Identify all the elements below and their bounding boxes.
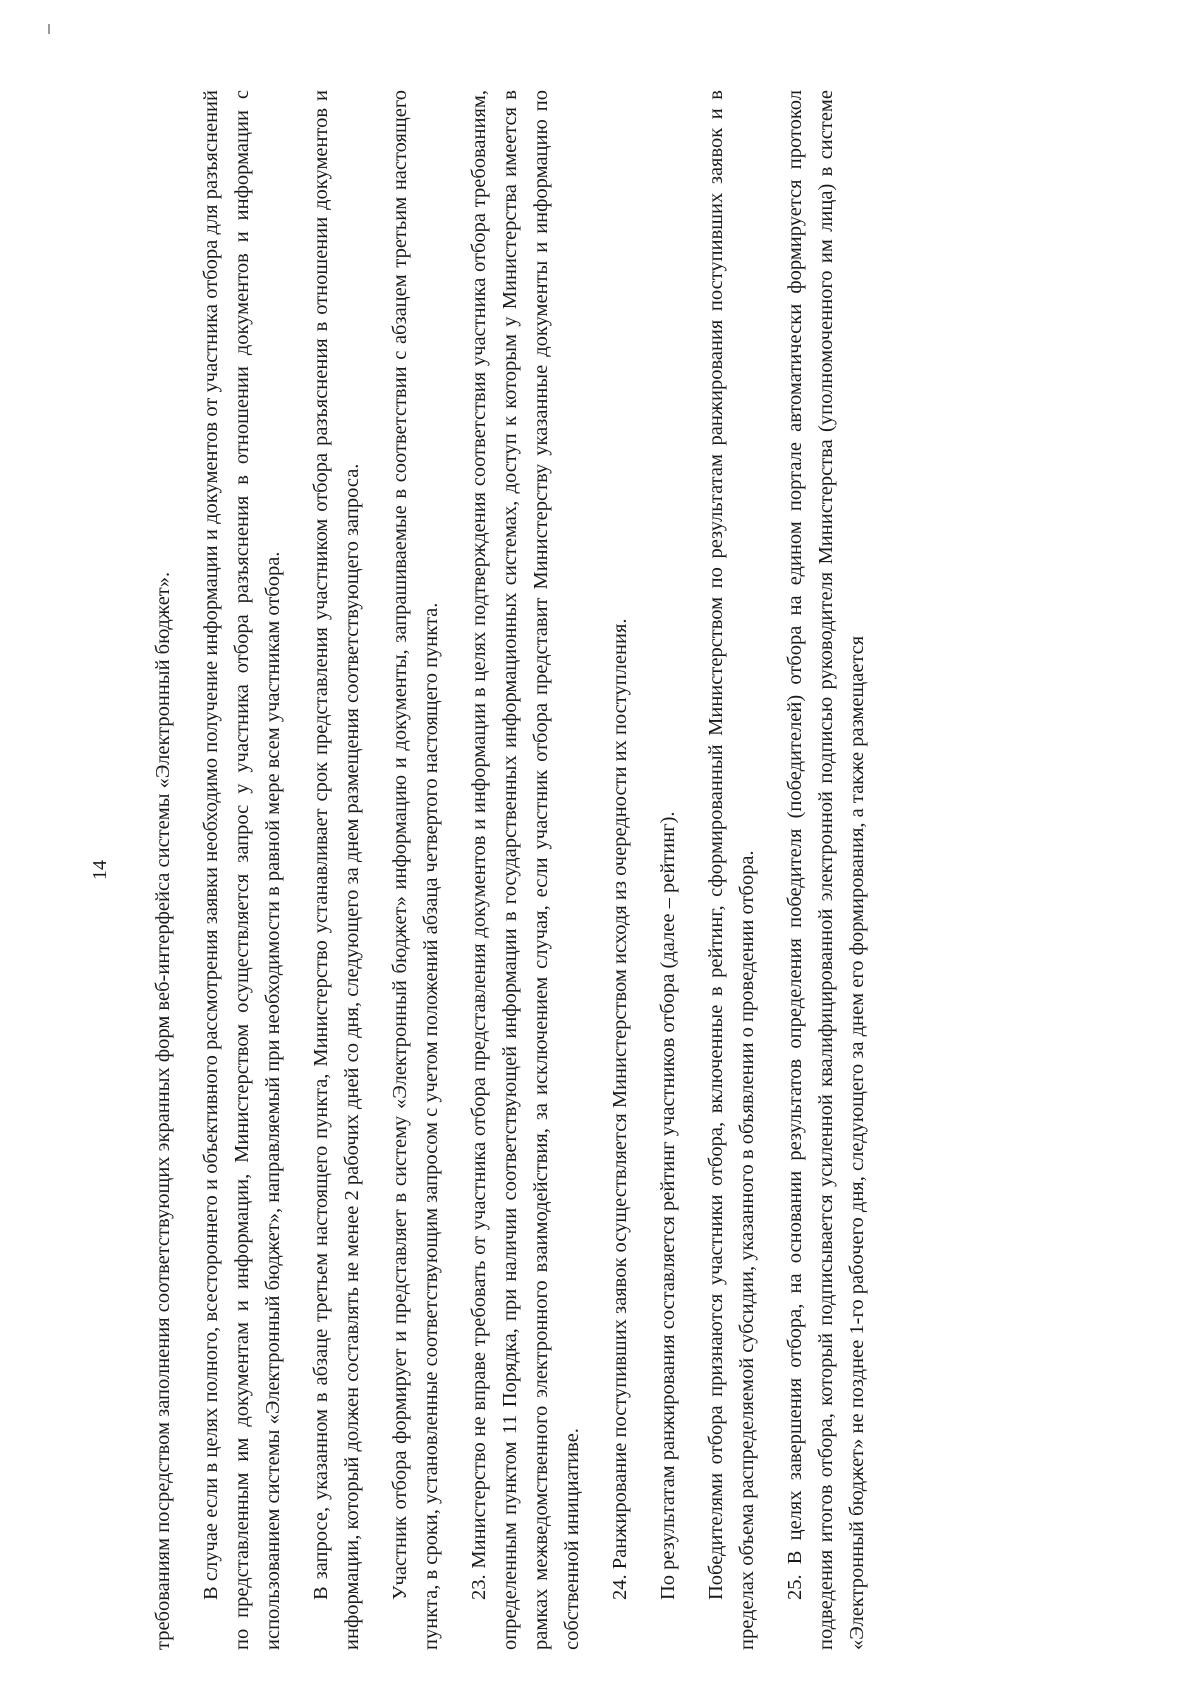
paragraph-item-24: 24. Ранжирование поступивших заявок осуществляется Министерством исходя из очередности их поступления. [609, 618, 631, 1600]
paragraph-clarification-request: В случае если в целях полного, всестороннего и объективного рассмотрения заявки необходимо получение информации и документов от участника отбора для разъяснений по представленным им документам и информации, Министерством осуществляется запрос у участника отбора разъяснения в отношении документов и информации с использованием системы «Электронный бюджет», направляемый при необходимости в равной мере всем участникам отбора. [200, 90, 284, 1650]
paragraph-rating: По результатам ранжирования составляется рейтинг участников отбора (далее – рейтинг). [657, 811, 679, 1600]
paragraph-participant-response: Участник отбора формирует и представляет в систему «Электронный бюджет» информацию и документы, запрашиваемые в соответствии с абзацем третьим настоящего пункта, в сроки, установленные соответствующим запросом с учетом положений абзаца четвертого настоящего пункта. [389, 90, 442, 1650]
paragraph-item-25: 25. В целях завершения отбора, на основании результатов определения победителя (победителей) отбора на едином портале автоматически формируется протокол подведения итогов отбора, который подписывается усиленной квалифицированной электронной подписью руководителя Министерства (уполномоченного им лица) в системе «Электронный бюджет» не позднее 1-го рабочего дня, следующего за днем его формирования, а также размещается [784, 90, 868, 1650]
paragraph-request-deadline: В запросе, указанном в абзаце третьем настоящего пункта, Министерство устанавливает срок представления участником отбора разъяснения в отношении документов и информации, который должен составлять не менее 2 рабочих дней со дня, следующего за днем размещения соответствующего запроса. [310, 90, 363, 1650]
paragraph-continuation: требованиям посредством заполнения соответствующих экранных форм веб-интерфейса системы «Электронный бюджет». [152, 571, 174, 1650]
paragraph-item-23: 23. Министерство не вправе требовать от участника отбора представления документов и информации в целях подтверждения соответствия участника отбора требованиям, определенным пунктом 11 Порядка, при наличии соответствующей информации в государственных информационных системах, доступ к которым у Министерства имеется в рамках межведомственного электронного взаимодействия, за исключением случая, если участник отбора представит Министерству указанные документы и информацию по собственной инициативе. [468, 90, 583, 1650]
page-number: 14 [89, 860, 111, 880]
paragraph-winners: Победителями отбора признаются участники отбора, включенные в рейтинг, сформированный Министерством по результатам ранжирования поступивших заявок и в пределах объема распределяемой субсидии, указанного в объявлении о проведении отбора. [705, 90, 758, 1650]
rotated-page-content [80, 90, 1120, 1650]
scan-artifact-mark [48, 24, 50, 34]
